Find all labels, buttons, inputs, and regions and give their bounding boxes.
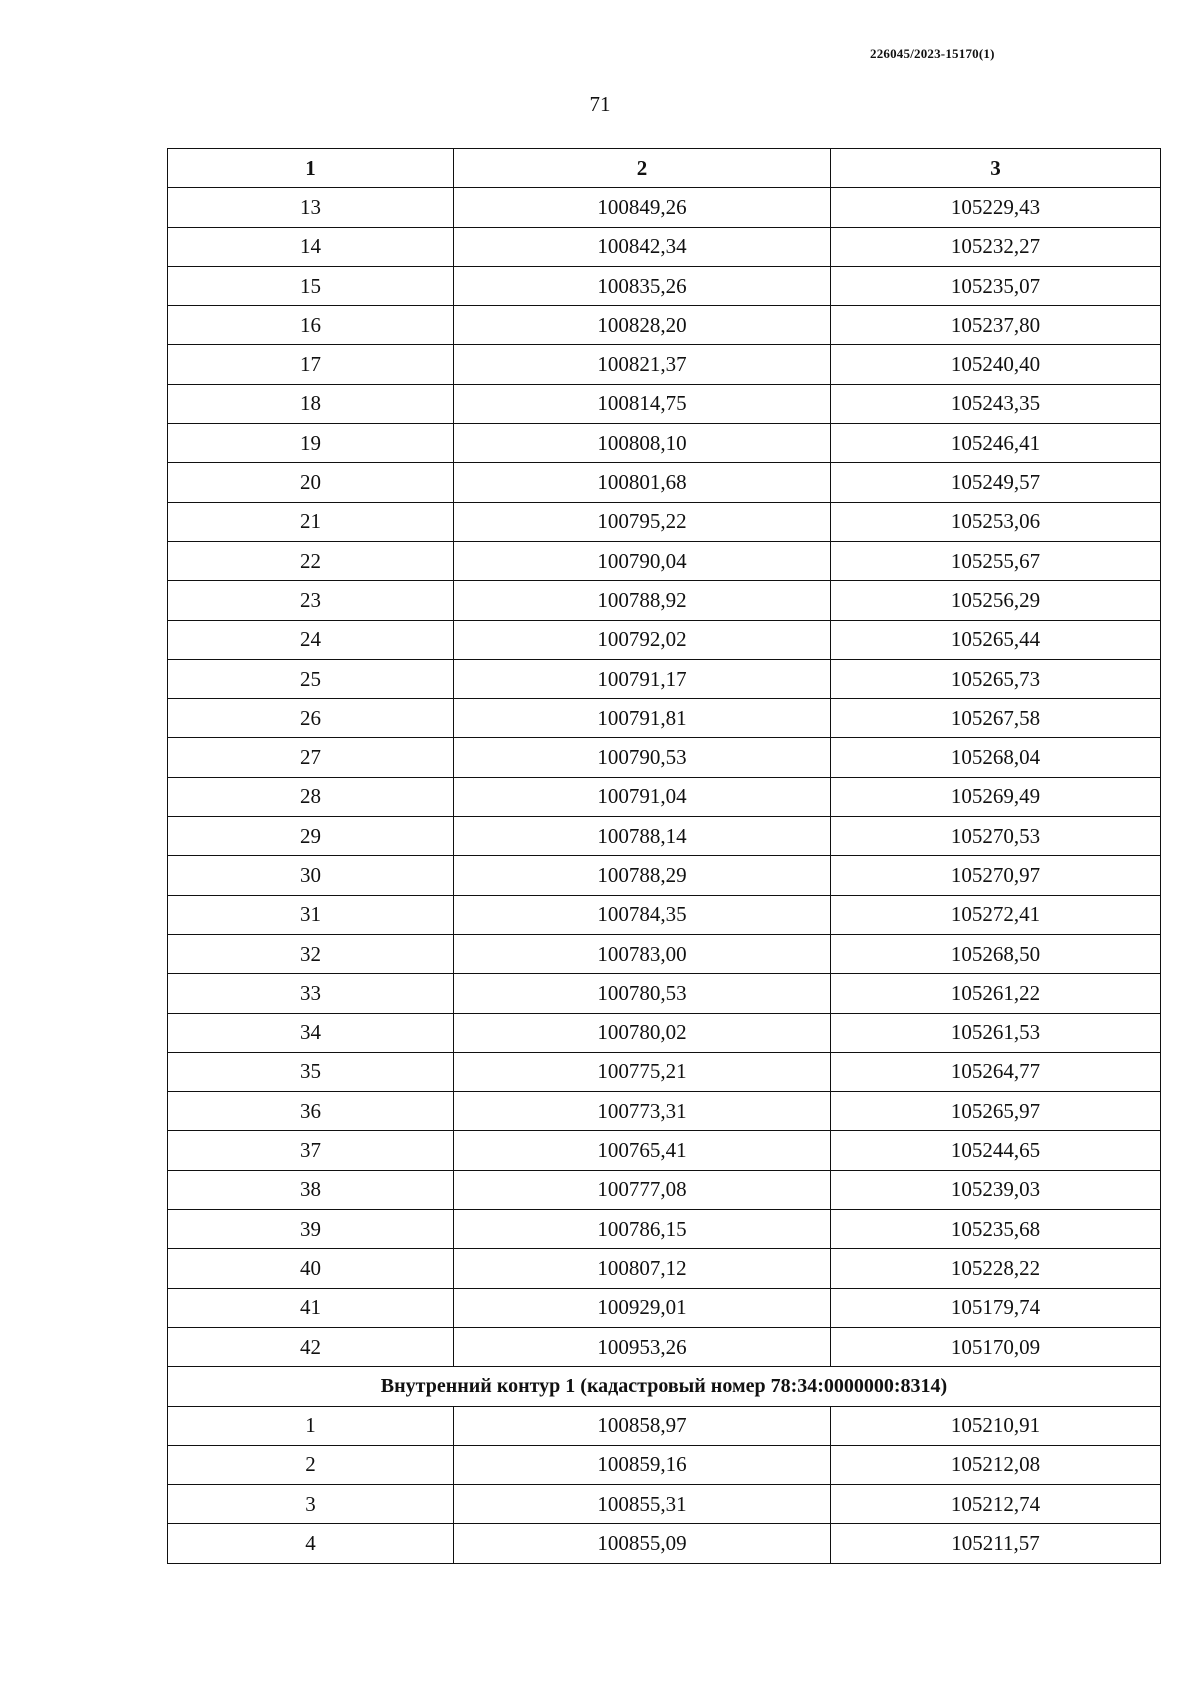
x-coordinate-cell: 100780,02 [454, 1013, 831, 1052]
y-coordinate-cell: 105170,09 [831, 1327, 1161, 1366]
coordinates-table [167, 148, 1161, 1564]
table-row [168, 1210, 1161, 1249]
table-row [168, 620, 1161, 659]
table-row [168, 227, 1161, 266]
y-coordinate-cell: 105265,73 [831, 659, 1161, 698]
table-row [168, 306, 1161, 345]
y-coordinate-cell: 105212,08 [831, 1445, 1161, 1484]
x-coordinate-cell: 100821,37 [454, 345, 831, 384]
y-coordinate-cell: 105239,03 [831, 1170, 1161, 1209]
x-coordinate-cell: 100788,14 [454, 817, 831, 856]
point-number-cell: 39 [168, 1210, 454, 1249]
point-number-cell: 13 [168, 188, 454, 227]
x-coordinate-cell: 100791,17 [454, 659, 831, 698]
y-coordinate-cell: 105270,97 [831, 856, 1161, 895]
table-row [168, 502, 1161, 541]
point-number-cell: 41 [168, 1288, 454, 1327]
point-number-cell: 38 [168, 1170, 454, 1209]
table-body [168, 188, 1161, 1367]
x-coordinate-cell: 100842,34 [454, 227, 831, 266]
point-number-cell: 19 [168, 424, 454, 463]
table-row [168, 541, 1161, 580]
point-number-cell: 36 [168, 1092, 454, 1131]
x-coordinate-cell: 100791,04 [454, 777, 831, 816]
table-row [168, 659, 1161, 698]
table-row [168, 1445, 1161, 1484]
point-number-cell: 18 [168, 384, 454, 423]
y-coordinate-cell: 105268,50 [831, 934, 1161, 973]
x-coordinate-cell: 100784,35 [454, 895, 831, 934]
section-body [168, 1406, 1161, 1563]
y-coordinate-cell: 105265,97 [831, 1092, 1161, 1131]
x-coordinate-cell: 100807,12 [454, 1249, 831, 1288]
point-number-cell: 37 [168, 1131, 454, 1170]
x-coordinate-cell: 100791,81 [454, 699, 831, 738]
y-coordinate-cell: 105232,27 [831, 227, 1161, 266]
table-row [168, 1406, 1161, 1445]
table-row [168, 974, 1161, 1013]
table-row [168, 188, 1161, 227]
x-coordinate-cell: 100790,53 [454, 738, 831, 777]
table-row [168, 463, 1161, 502]
x-coordinate-cell: 100790,04 [454, 541, 831, 580]
point-number-cell: 31 [168, 895, 454, 934]
x-coordinate-cell: 100777,08 [454, 1170, 831, 1209]
x-coordinate-cell: 100828,20 [454, 306, 831, 345]
y-coordinate-cell: 105261,53 [831, 1013, 1161, 1052]
table-row [168, 345, 1161, 384]
point-number-cell: 2 [168, 1445, 454, 1484]
point-number-cell: 28 [168, 777, 454, 816]
x-coordinate-cell: 100788,29 [454, 856, 831, 895]
table-row [168, 1288, 1161, 1327]
x-coordinate-cell: 100780,53 [454, 974, 831, 1013]
point-number-cell: 16 [168, 306, 454, 345]
y-coordinate-cell: 105235,07 [831, 266, 1161, 305]
table-header-row [168, 149, 1161, 188]
point-number-cell: 24 [168, 620, 454, 659]
y-coordinate-cell: 105210,91 [831, 1406, 1161, 1445]
x-coordinate-cell: 100835,26 [454, 266, 831, 305]
column-header-3: 3 [831, 149, 1161, 188]
point-number-cell: 33 [168, 974, 454, 1013]
y-coordinate-cell: 105237,80 [831, 306, 1161, 345]
y-coordinate-cell: 105235,68 [831, 1210, 1161, 1249]
point-number-cell: 3 [168, 1485, 454, 1524]
x-coordinate-cell: 100783,00 [454, 934, 831, 973]
column-header-1: 1 [168, 149, 454, 188]
point-number-cell: 21 [168, 502, 454, 541]
x-coordinate-cell: 100855,31 [454, 1485, 831, 1524]
x-coordinate-cell: 100814,75 [454, 384, 831, 423]
y-coordinate-cell: 105211,57 [831, 1524, 1161, 1563]
point-number-cell: 42 [168, 1327, 454, 1366]
x-coordinate-cell: 100788,92 [454, 581, 831, 620]
table-row [168, 1052, 1161, 1091]
x-coordinate-cell: 100792,02 [454, 620, 831, 659]
page-number: 71 [589, 92, 611, 116]
point-number-cell: 26 [168, 699, 454, 738]
point-number-cell: 4 [168, 1524, 454, 1563]
y-coordinate-cell: 105268,04 [831, 738, 1161, 777]
x-coordinate-cell: 100808,10 [454, 424, 831, 463]
x-coordinate-cell: 100765,41 [454, 1131, 831, 1170]
x-coordinate-cell: 100775,21 [454, 1052, 831, 1091]
x-coordinate-cell: 100929,01 [454, 1288, 831, 1327]
section-header-row [168, 1367, 1161, 1406]
table-row [168, 934, 1161, 973]
section-header [168, 1367, 1161, 1406]
section-title: Внутренний контур 1 (кадастровый номер 78:34:0000000:8314) [168, 1367, 1161, 1406]
table-row [168, 1485, 1161, 1524]
point-number-cell: 34 [168, 1013, 454, 1052]
y-coordinate-cell: 105264,77 [831, 1052, 1161, 1091]
point-number-cell: 25 [168, 659, 454, 698]
y-coordinate-cell: 105229,43 [831, 188, 1161, 227]
table-row [168, 1170, 1161, 1209]
column-header-2: 2 [454, 149, 831, 188]
table-row [168, 856, 1161, 895]
point-number-cell: 20 [168, 463, 454, 502]
table-row [168, 424, 1161, 463]
table-row [168, 1524, 1161, 1563]
y-coordinate-cell: 105255,67 [831, 541, 1161, 580]
table-row [168, 1013, 1161, 1052]
y-coordinate-cell: 105249,57 [831, 463, 1161, 502]
point-number-cell: 32 [168, 934, 454, 973]
table-row [168, 699, 1161, 738]
table-row [168, 1092, 1161, 1131]
y-coordinate-cell: 105179,74 [831, 1288, 1161, 1327]
table-row [168, 817, 1161, 856]
table-row [168, 1249, 1161, 1288]
point-number-cell: 1 [168, 1406, 454, 1445]
point-number-cell: 22 [168, 541, 454, 580]
x-coordinate-cell: 100859,16 [454, 1445, 831, 1484]
x-coordinate-cell: 100953,26 [454, 1327, 831, 1366]
y-coordinate-cell: 105256,29 [831, 581, 1161, 620]
x-coordinate-cell: 100786,15 [454, 1210, 831, 1249]
table-row [168, 384, 1161, 423]
y-coordinate-cell: 105240,40 [831, 345, 1161, 384]
y-coordinate-cell: 105212,74 [831, 1485, 1161, 1524]
x-coordinate-cell: 100795,22 [454, 502, 831, 541]
table-row [168, 581, 1161, 620]
x-coordinate-cell: 100801,68 [454, 463, 831, 502]
point-number-cell: 30 [168, 856, 454, 895]
y-coordinate-cell: 105272,41 [831, 895, 1161, 934]
table-row [168, 266, 1161, 305]
x-coordinate-cell: 100855,09 [454, 1524, 831, 1563]
y-coordinate-cell: 105267,58 [831, 699, 1161, 738]
y-coordinate-cell: 105228,22 [831, 1249, 1161, 1288]
point-number-cell: 40 [168, 1249, 454, 1288]
point-number-cell: 35 [168, 1052, 454, 1091]
document-id: 226045/2023-15170(1) [870, 46, 995, 61]
point-number-cell: 27 [168, 738, 454, 777]
y-coordinate-cell: 105253,06 [831, 502, 1161, 541]
y-coordinate-cell: 105243,35 [831, 384, 1161, 423]
point-number-cell: 14 [168, 227, 454, 266]
y-coordinate-cell: 105270,53 [831, 817, 1161, 856]
table-row [168, 1327, 1161, 1366]
point-number-cell: 15 [168, 266, 454, 305]
y-coordinate-cell: 105246,41 [831, 424, 1161, 463]
x-coordinate-cell: 100849,26 [454, 188, 831, 227]
y-coordinate-cell: 105265,44 [831, 620, 1161, 659]
point-number-cell: 23 [168, 581, 454, 620]
x-coordinate-cell: 100773,31 [454, 1092, 831, 1131]
point-number-cell: 17 [168, 345, 454, 384]
table-row [168, 1131, 1161, 1170]
point-number-cell: 29 [168, 817, 454, 856]
y-coordinate-cell: 105269,49 [831, 777, 1161, 816]
y-coordinate-cell: 105244,65 [831, 1131, 1161, 1170]
table-row [168, 777, 1161, 816]
table-row [168, 738, 1161, 777]
y-coordinate-cell: 105261,22 [831, 974, 1161, 1013]
x-coordinate-cell: 100858,97 [454, 1406, 831, 1445]
table-row [168, 895, 1161, 934]
